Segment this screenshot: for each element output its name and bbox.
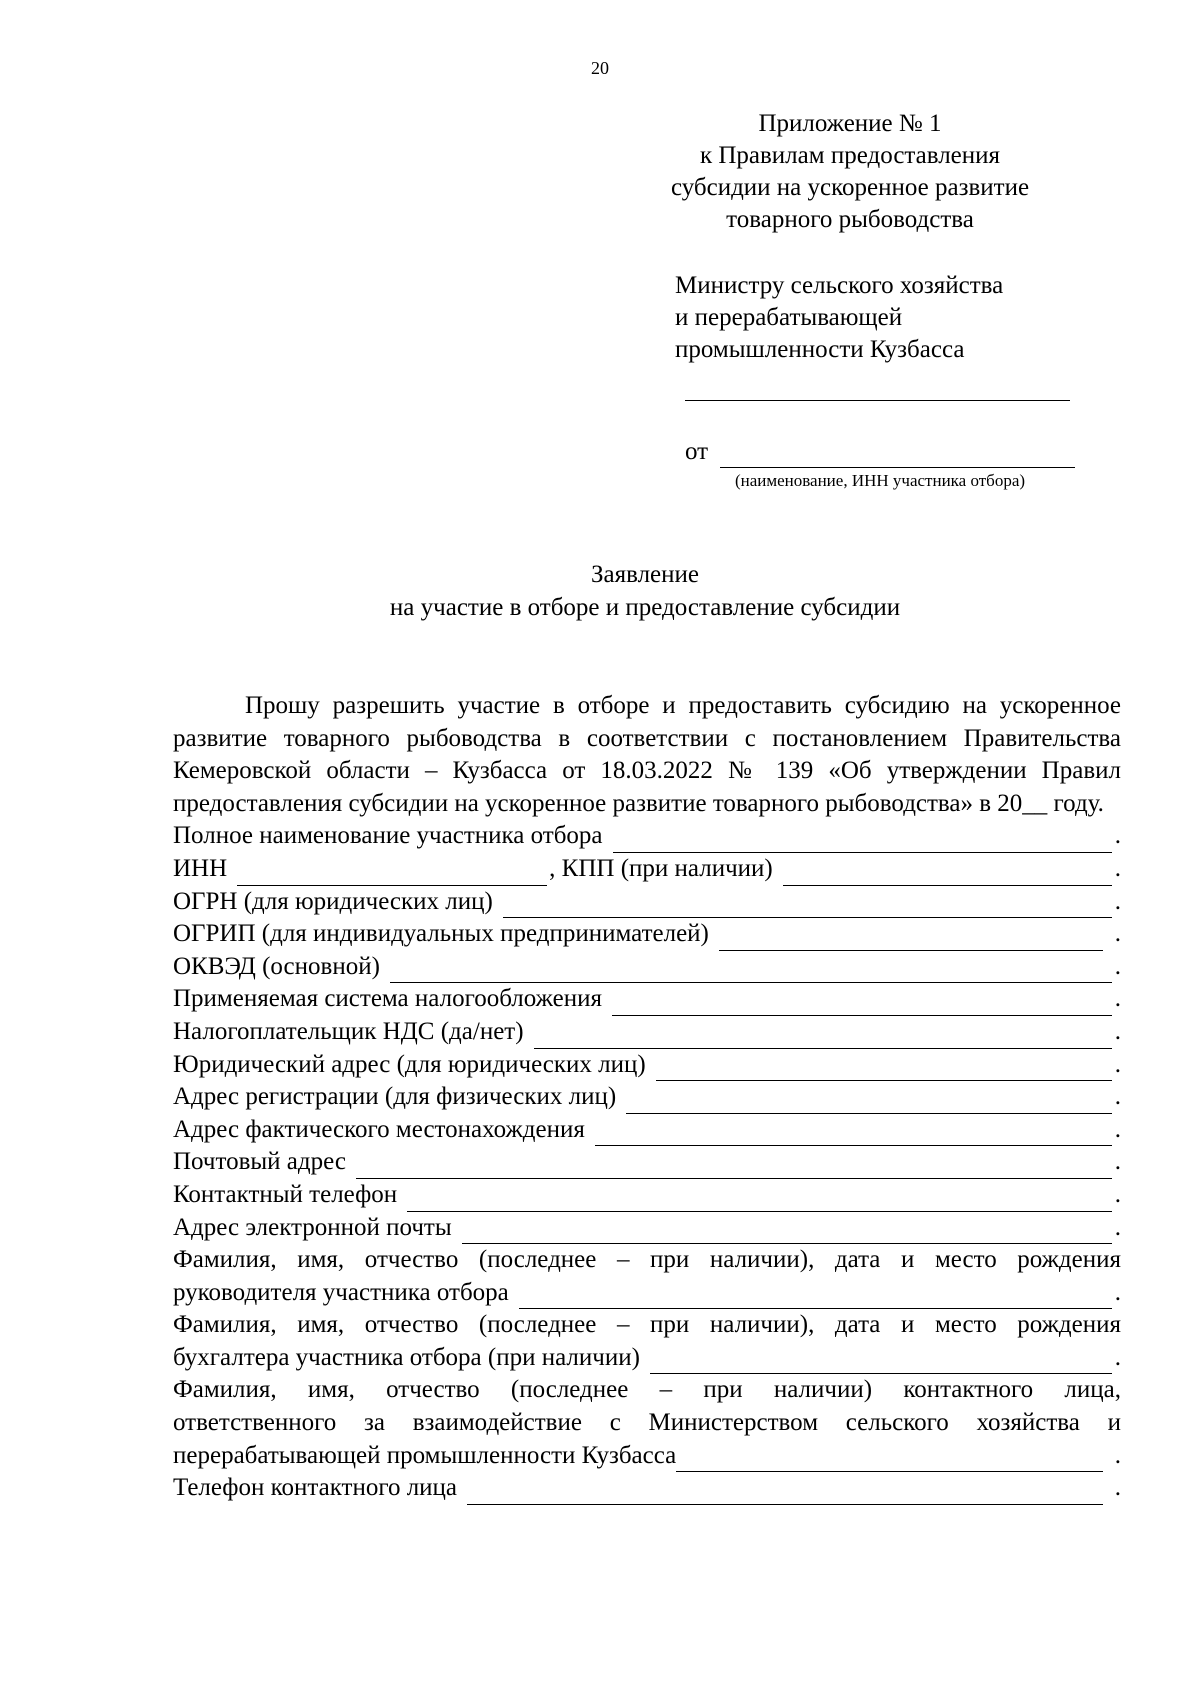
field-period: . [1114,920,1121,948]
appendix-header [660,108,1040,236]
tax-system-blank[interactable] [612,995,1112,1016]
field-period: . [1114,985,1121,1013]
field-period: . [1114,1278,1121,1306]
registration-address-blank[interactable] [626,1093,1112,1114]
appendix-line: к Правилам предоставления [699,142,1001,169]
field-actual-address [173,1114,1121,1147]
field-period: . [1114,1050,1121,1078]
intro-paragraph: Прошу разрешить участие в отборе и предоставить субсидию на ускоренное развитие товарного рыбоводства в соответствии с постановлением Правительства Кемеровской области – Кузбасса от 18.03.2022 № 139 «Об утверждении Правил предоставления субсидии на ускоренное развитие товарного рыбоводства» в 20__ году. [173,692,1121,817]
field-period: . [1114,887,1121,915]
field-email [173,1212,1121,1245]
field-period: . [1114,1083,1121,1111]
field-label: Применяемая система налогообложения [173,985,602,1013]
contact-label-line: ответственного за взаимодействие с Министерством сельского хозяйства и [173,1409,1121,1437]
field-period: . [1114,1115,1121,1143]
field-period: . [1114,1148,1121,1176]
head-blank[interactable] [519,1288,1112,1309]
field-ogrip [173,918,1121,951]
ogrip-blank[interactable] [719,930,1103,951]
phone-blank[interactable] [407,1191,1112,1212]
field-label: бухгалтера участника отбора (при наличии) [173,1343,640,1371]
title-line: Заявление [590,561,700,588]
field-label: ИНН [173,854,228,882]
field-registration-address [173,1081,1121,1114]
addressee-line: Министру сельского хозяйства [675,272,1004,299]
field-label: , КПП (при наличии) [549,854,773,882]
addressee-block [675,270,1075,366]
accountant-label-line: Фамилия, имя, отчество (последнее – при наличии), дата и место рождения [173,1311,1121,1339]
vat-blank[interactable] [534,1028,1112,1049]
field-label: ОГРН (для юридических лиц) [173,887,493,915]
field-period: . [1114,1474,1121,1502]
legal-address-blank[interactable] [656,1060,1112,1081]
ogrn-blank[interactable] [503,897,1112,918]
field-head [173,1277,1121,1310]
field-label: Адрес регистрации (для физических лиц) [173,1083,617,1111]
field-vat [173,1016,1121,1049]
field-label: Почтовый адрес [173,1148,346,1176]
field-full-name [173,820,1121,853]
field-label: Телефон контактного лица [173,1474,458,1502]
inn-blank[interactable] [237,865,547,886]
field-accountant [173,1342,1121,1375]
field-label: Контактный телефон [173,1180,398,1208]
field-label: Полное наименование участника отбора [173,822,603,850]
from-row [685,436,1075,468]
appendix-line: субсидии на ускоренное развитие [670,174,1030,201]
field-label: ОГРИП (для индивидуальных предпринимателей) [173,920,709,948]
application-body [173,690,1121,1505]
field-label: Адрес фактического местонахождения [173,1115,585,1143]
from-caption: (наименование, ИНН участника отбора) [734,471,1026,490]
title-line: на участие в отборе и предоставление субсидии [389,594,901,621]
field-period: . [1114,1343,1121,1371]
addressee-line: промышленности Кузбасса [675,336,965,363]
contact-phone-blank[interactable] [467,1484,1103,1505]
actual-address-blank[interactable] [595,1125,1112,1146]
contact-label-line: Фамилия, имя, отчество (последнее – при наличии) контактного лица, [173,1376,1121,1404]
field-period: . [1114,1441,1121,1469]
from-label: от [685,438,709,465]
field-inn-kpp [173,853,1121,886]
appendix-line: Приложение № 1 [758,110,942,137]
field-contact [173,1440,1121,1473]
addressee-blank[interactable] [685,400,1070,401]
field-period: . [1114,822,1121,850]
page-number: 20 [591,58,609,78]
accountant-blank[interactable] [650,1353,1112,1374]
head-label-line: Фамилия, имя, отчество (последнее – при наличии), дата и место рождения [173,1246,1121,1274]
field-tax-system [173,983,1121,1016]
email-blank[interactable] [462,1223,1112,1244]
kpp-blank[interactable] [783,865,1112,886]
okved-blank[interactable] [390,962,1112,983]
field-okved [173,951,1121,984]
field-label: руководителя участника отбора [173,1278,509,1306]
field-contact-phone [173,1472,1121,1505]
field-period: . [1114,1180,1121,1208]
from-blank[interactable] [720,445,1075,468]
field-period: . [1114,854,1121,882]
field-label: ОКВЭД (основной) [173,952,380,980]
appendix-line: товарного рыбоводства [726,206,974,233]
document-title [170,558,1120,624]
field-phone [173,1179,1121,1212]
field-label: перерабатывающей промышленности Кузбасса [173,1441,677,1469]
contact-blank[interactable] [676,1451,1103,1472]
field-label: Юридический адрес (для юридических лиц) [173,1050,646,1078]
field-period: . [1114,1017,1121,1045]
field-label: Налогоплательщик НДС (да/нет) [173,1017,524,1045]
addressee-line: и перерабатывающей [675,304,903,331]
field-legal-address [173,1049,1121,1082]
field-ogrn [173,886,1121,919]
full-name-blank[interactable] [613,832,1112,853]
field-label: Адрес электронной почты [173,1213,452,1241]
field-period: . [1114,1213,1121,1241]
postal-address-blank[interactable] [356,1158,1112,1179]
field-period: . [1114,952,1121,980]
field-postal-address [173,1146,1121,1179]
